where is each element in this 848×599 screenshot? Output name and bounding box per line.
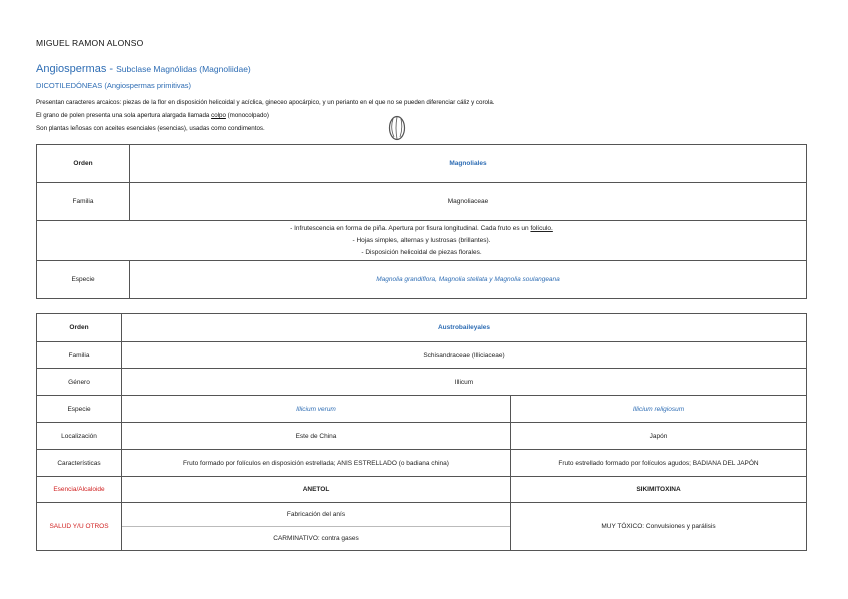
salud-label: SALUD Y/U OTROS: [37, 503, 122, 551]
note-line-3: - Disposición helicoidal de piezas florales.: [361, 248, 482, 256]
author-name: MIGUEL RAMON ALONSO: [36, 38, 144, 48]
table-row: [37, 477, 807, 503]
caracteristicas-label: Características: [37, 450, 122, 477]
familia-label: Familia: [37, 183, 130, 221]
table-row: [37, 261, 807, 299]
desc2-text-b: (monocolpado): [225, 112, 269, 119]
caracteristicas-value-1: Fruto formado por folículos en disposición estrellada; ANIS ESTRELLADO (o badiana china): [122, 450, 511, 477]
page-title: [36, 63, 251, 75]
note1-text: - Infrutescencia en forma de piña. Apertura por fisura longitudinal. Cada fruto es un: [290, 224, 531, 232]
localizacion-label: Localización: [37, 423, 122, 450]
description-line-1: Presentan caracteres arcaicos: piezas de la flor en disposición helicoidal y acíclica, gineceo apocárpico, y un perianto en el que no se pueden diferenciar cáliz y corola.: [36, 99, 495, 106]
pollen-grain-icon: [388, 115, 406, 141]
orden-label: Orden: [37, 314, 122, 342]
table-row: [37, 503, 807, 551]
familia-value: Magnoliaceae: [130, 183, 807, 221]
characteristics-notes: [37, 221, 807, 261]
esencia-value-1: ANETOL: [122, 477, 511, 503]
desc2-text-a: El grano de polen presenta una sola apertura alargada llamada: [36, 112, 212, 119]
table-row: [37, 221, 807, 261]
esencia-label: Esencia/Alcaloide: [37, 477, 122, 503]
salud-value-2: MUY TÓXICO: Convulsiones y parálisis: [511, 503, 807, 551]
magnoliales-table: [36, 144, 807, 299]
localizacion-value-1: Este de China: [122, 423, 511, 450]
table-row: [37, 145, 807, 183]
especie-value: Magnolia grandiflora, Magnolia stellata y Magnolia soulangeana: [130, 261, 807, 299]
genero-value: Illicum: [122, 369, 807, 396]
especie-value-2: Illicium religiosum: [511, 396, 807, 423]
especie-label: Especie: [37, 261, 130, 299]
genero-label: Género: [37, 369, 122, 396]
caracteristicas-value-2: Fruto estrellado formado por folículos agudos; BADIANA DEL JAPÓN: [511, 450, 807, 477]
salud-line-1: Fabricación del anís: [286, 511, 346, 518]
orden-value: Magnoliales: [130, 145, 807, 183]
familia-label: Familia: [37, 342, 122, 369]
austrobaileyales-table: [36, 313, 807, 551]
note-line-2: - Hojas simples, alternas y lustrosas (brillantes).: [352, 236, 491, 244]
salud-line-2: CARMINATIVO: contra gases: [122, 526, 510, 550]
familia-value: Schisandraceae (Illiciaceae): [122, 342, 807, 369]
table-row: [37, 369, 807, 396]
orden-label: Orden: [37, 145, 130, 183]
table-row: [37, 342, 807, 369]
especie-label: Especie: [37, 396, 122, 423]
salud-value-1: [122, 503, 511, 551]
esencia-value-2: SIKIMITOXINA: [511, 477, 807, 503]
table-row: [37, 423, 807, 450]
page-subtitle: DICOTILEDÓNEAS (Angiospermas primitivas): [36, 81, 192, 90]
colpo-term: colpo: [211, 112, 226, 119]
orden-value: Austrobaileyales: [122, 314, 807, 342]
note-line-1: [41, 223, 802, 235]
table-row: [37, 450, 807, 477]
table-row: [37, 314, 807, 342]
foliculo-term: folículo.: [530, 224, 553, 232]
description-line-2: [36, 112, 269, 119]
title-main: Angiospermas -: [36, 63, 117, 75]
table-row: [37, 183, 807, 221]
localizacion-value-2: Japón: [511, 423, 807, 450]
title-subclass: Subclase Magnólidas (Magnoliidae): [116, 64, 251, 74]
especie-value-1: Illicium verum: [122, 396, 511, 423]
table-row: [37, 396, 807, 423]
description-line-3: Son plantas leñosas con aceites esenciales (esencias), usadas como condimentos.: [36, 125, 265, 132]
